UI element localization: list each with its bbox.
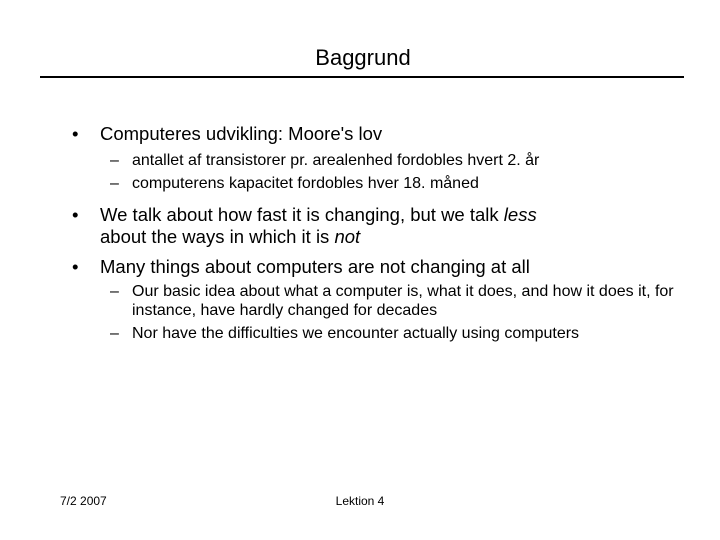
bullet-text: Many things about computers are not changing at all [100,256,530,277]
bullet-text-part: about the ways in which it is [100,226,335,247]
sub-bullet-glyph: – [110,152,119,169]
emphasis-text: not [334,226,361,247]
title-underline [40,76,684,78]
bullet-item [72,123,660,145]
footer-date: 7/2 2007 [60,494,107,508]
sub-bullet-item [110,151,692,170]
sub-bullet-text: antallet af transistorer pr. arealenhed fordobles hvert 2. år [132,152,540,169]
bullet-glyph: • [72,256,79,277]
sub-bullet-text: computerens kapacitet fordobles hver 18. måned [132,175,479,192]
emphasis-text: less [503,204,537,225]
bullet-item [72,256,680,278]
slide-title: Baggrund [315,45,411,70]
sub-bullet-text: Our basic idea about what a computer is, what it does, and how it does it, for instance, have hardly changed for decades [132,283,674,319]
sub-bullet-item [110,282,702,320]
sub-bullet-glyph: – [110,283,119,300]
bullet-text-part: We talk about how fast it is changing, but we talk [100,204,504,225]
bullet-text: Computeres udvikling: Moore's lov [100,123,383,144]
bullet-glyph: • [72,123,79,144]
sub-bullet-glyph: – [110,325,119,342]
sub-bullet-glyph: – [110,175,119,192]
sub-bullet-text: Nor have the difficulties we encounter actually using computers [132,325,580,342]
sub-bullet-item [110,324,702,343]
footer-lecture: Lektion 4 [335,494,385,508]
bullet-glyph: • [72,204,79,225]
sub-bullet-item [110,174,692,193]
bullet-item [72,204,660,248]
